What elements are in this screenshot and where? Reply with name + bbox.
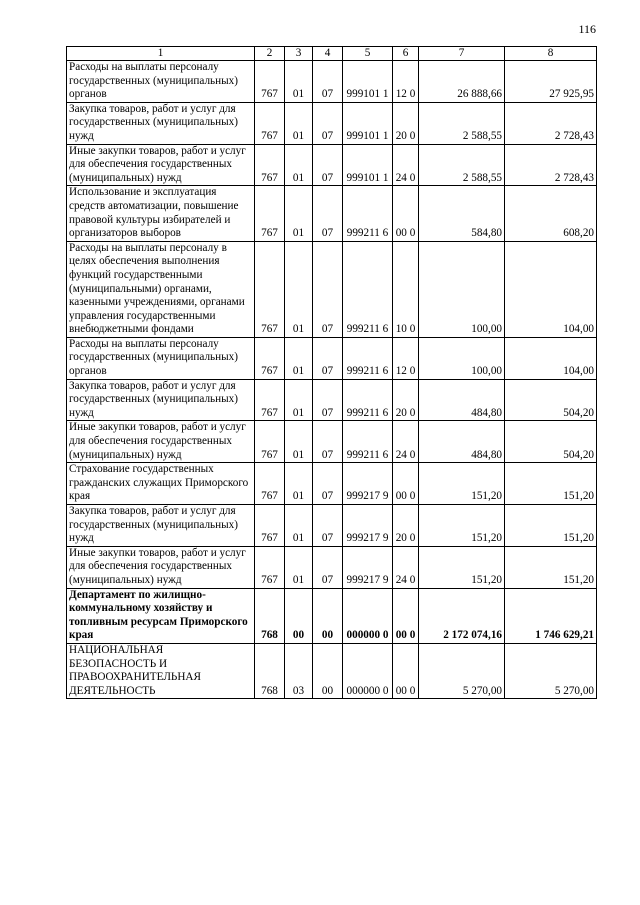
cell-target-article: 999211 6 [343, 186, 393, 241]
cell-section: 01 [285, 144, 313, 186]
cell-amount-1: 2 588,55 [419, 144, 505, 186]
cell-amount-2: 5 270,00 [505, 643, 597, 698]
cell-ministry-code: 767 [255, 144, 285, 186]
cell-target-article: 000000 0 [343, 588, 393, 643]
cell-expense-type: 00 0 [393, 463, 419, 505]
table-row [67, 546, 597, 588]
cell-name: Иные закупки товаров, работ и услуг для обеспечения государственных (муниципальных) нужд [67, 546, 255, 588]
cell-amount-2: 1 746 629,21 [505, 588, 597, 643]
cell-expense-type: 12 0 [393, 61, 419, 103]
cell-amount-1: 100,00 [419, 241, 505, 337]
cell-name: Расходы на выплаты персоналу государственных (муниципальных) органов [67, 337, 255, 379]
cell-name: Иные закупки товаров, работ и услуг для обеспечения государственных (муниципальных) нужд [67, 144, 255, 186]
cell-amount-2: 2 728,43 [505, 102, 597, 144]
cell-target-article: 999211 6 [343, 241, 393, 337]
cell-subsection: 07 [313, 102, 343, 144]
cell-amount-1: 584,80 [419, 186, 505, 241]
cell-name: Страхование государственных гражданских служащих Приморского края [67, 463, 255, 505]
cell-expense-type: 20 0 [393, 102, 419, 144]
cell-ministry-code: 767 [255, 186, 285, 241]
cell-subsection: 07 [313, 241, 343, 337]
header-row [67, 47, 597, 61]
cell-subsection: 07 [313, 186, 343, 241]
cell-target-article: 999211 6 [343, 337, 393, 379]
column-header: 5 [343, 47, 393, 61]
cell-target-article: 999211 6 [343, 379, 393, 421]
cell-target-article: 999217 9 [343, 546, 393, 588]
table-row [67, 337, 597, 379]
cell-ministry-code: 767 [255, 421, 285, 463]
column-header: 7 [419, 47, 505, 61]
cell-amount-1: 100,00 [419, 337, 505, 379]
cell-amount-1: 151,20 [419, 463, 505, 505]
cell-amount-2: 608,20 [505, 186, 597, 241]
cell-amount-2: 2 728,43 [505, 144, 597, 186]
cell-expense-type: 00 0 [393, 643, 419, 698]
cell-subsection: 07 [313, 505, 343, 547]
table-row [67, 102, 597, 144]
cell-target-article: 999101 1 [343, 102, 393, 144]
cell-section: 01 [285, 337, 313, 379]
cell-ministry-code: 767 [255, 379, 285, 421]
cell-target-article: 999101 1 [343, 61, 393, 103]
cell-section: 01 [285, 463, 313, 505]
cell-amount-1: 5 270,00 [419, 643, 505, 698]
cell-subsection: 07 [313, 61, 343, 103]
cell-target-article: 999101 1 [343, 144, 393, 186]
cell-name: Иные закупки товаров, работ и услуг для обеспечения государственных (муниципальных) нужд [67, 421, 255, 463]
cell-amount-1: 151,20 [419, 505, 505, 547]
cell-ministry-code: 767 [255, 337, 285, 379]
cell-amount-2: 27 925,95 [505, 61, 597, 103]
table-row [67, 144, 597, 186]
table-row [67, 61, 597, 103]
cell-amount-1: 151,20 [419, 546, 505, 588]
table-row [67, 421, 597, 463]
cell-subsection: 07 [313, 144, 343, 186]
cell-section: 01 [285, 102, 313, 144]
cell-expense-type: 24 0 [393, 144, 419, 186]
cell-name: НАЦИОНАЛЬНАЯ БЕЗОПАСНОСТЬ И ПРАВООХРАНИТЕЛЬНАЯ ДЕЯТЕЛЬНОСТЬ [67, 643, 255, 698]
cell-name: Расходы на выплаты персоналу в целях обеспечения выполнения функций государственными (муниципальными) органами, казенными учреждениями, органами управления государственными внебюджетными фондами [67, 241, 255, 337]
column-header: 3 [285, 47, 313, 61]
table-row [67, 241, 597, 337]
cell-target-article: 999211 6 [343, 421, 393, 463]
cell-expense-type: 12 0 [393, 337, 419, 379]
cell-ministry-code: 768 [255, 643, 285, 698]
cell-amount-2: 504,20 [505, 421, 597, 463]
cell-ministry-code: 768 [255, 588, 285, 643]
cell-target-article: 000000 0 [343, 643, 393, 698]
cell-amount-2: 504,20 [505, 379, 597, 421]
cell-ministry-code: 767 [255, 546, 285, 588]
cell-name: Закупка товаров, работ и услуг для государственных (муниципальных) нужд [67, 379, 255, 421]
cell-ministry-code: 767 [255, 61, 285, 103]
cell-amount-2: 104,00 [505, 337, 597, 379]
page-number: 116 [578, 22, 596, 36]
cell-target-article: 999217 9 [343, 463, 393, 505]
cell-amount-1: 2 172 074,16 [419, 588, 505, 643]
cell-name: Закупка товаров, работ и услуг для государственных (муниципальных) нужд [67, 102, 255, 144]
cell-ministry-code: 767 [255, 241, 285, 337]
cell-expense-type: 24 0 [393, 421, 419, 463]
cell-section: 01 [285, 546, 313, 588]
cell-amount-2: 151,20 [505, 505, 597, 547]
cell-ministry-code: 767 [255, 463, 285, 505]
cell-ministry-code: 767 [255, 505, 285, 547]
budget-table [66, 46, 597, 699]
cell-amount-2: 151,20 [505, 463, 597, 505]
cell-subsection: 07 [313, 379, 343, 421]
cell-amount-1: 484,80 [419, 379, 505, 421]
cell-amount-2: 151,20 [505, 546, 597, 588]
cell-amount-1: 484,80 [419, 421, 505, 463]
cell-expense-type: 24 0 [393, 546, 419, 588]
cell-subsection: 07 [313, 546, 343, 588]
cell-section: 01 [285, 379, 313, 421]
cell-amount-1: 2 588,55 [419, 102, 505, 144]
cell-subsection: 00 [313, 588, 343, 643]
cell-section: 00 [285, 588, 313, 643]
column-header: 8 [505, 47, 597, 61]
cell-expense-type: 00 0 [393, 186, 419, 241]
cell-subsection: 07 [313, 463, 343, 505]
cell-section: 01 [285, 421, 313, 463]
table-row [67, 379, 597, 421]
column-header: 4 [313, 47, 343, 61]
column-header: 6 [393, 47, 419, 61]
cell-section: 03 [285, 643, 313, 698]
cell-name: Закупка товаров, работ и услуг для государственных (муниципальных) нужд [67, 505, 255, 547]
cell-section: 01 [285, 61, 313, 103]
cell-expense-type: 20 0 [393, 505, 419, 547]
cell-section: 01 [285, 241, 313, 337]
cell-name: Расходы на выплаты персоналу государственных (муниципальных) органов [67, 61, 255, 103]
cell-name: Департамент по жилищно-коммунальному хозяйству и топливным ресурсам Приморского края [67, 588, 255, 643]
cell-subsection: 07 [313, 337, 343, 379]
table-row [67, 505, 597, 547]
cell-subsection: 00 [313, 643, 343, 698]
column-header: 1 [67, 47, 255, 61]
cell-expense-type: 00 0 [393, 588, 419, 643]
cell-subsection: 07 [313, 421, 343, 463]
cell-name: Использование и эксплуатация средств автоматизации, повышение правовой культуры избирателей и организаторов выборов [67, 186, 255, 241]
cell-expense-type: 10 0 [393, 241, 419, 337]
cell-section: 01 [285, 505, 313, 547]
cell-target-article: 999217 9 [343, 505, 393, 547]
table-row [67, 643, 597, 698]
table-row [67, 463, 597, 505]
table-row [67, 588, 597, 643]
cell-section: 01 [285, 186, 313, 241]
cell-expense-type: 20 0 [393, 379, 419, 421]
table-row [67, 186, 597, 241]
cell-ministry-code: 767 [255, 102, 285, 144]
column-header: 2 [255, 47, 285, 61]
cell-amount-1: 26 888,66 [419, 61, 505, 103]
cell-amount-2: 104,00 [505, 241, 597, 337]
